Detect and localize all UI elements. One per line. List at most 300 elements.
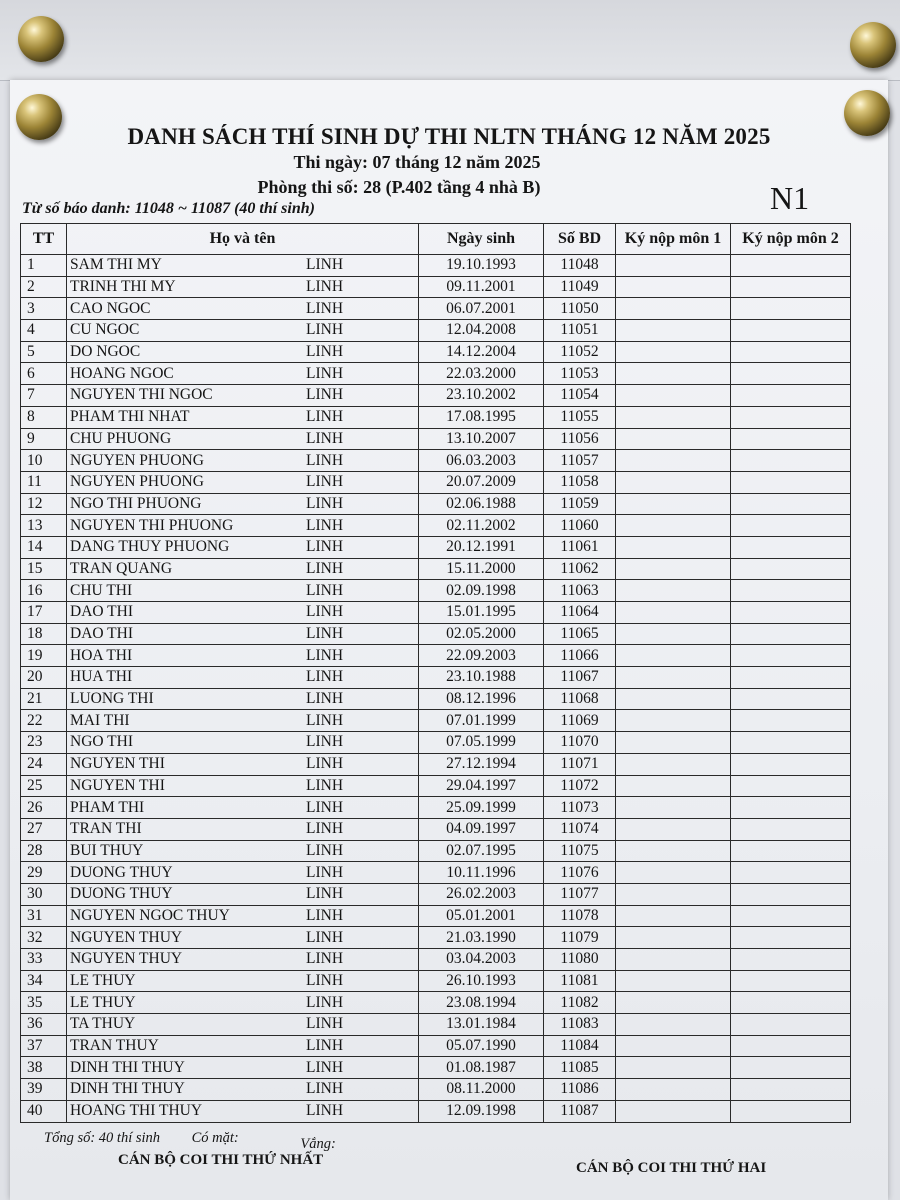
sign-cell-1[interactable] [616,862,731,884]
date-of-birth: 26.10.1993 [419,970,544,992]
first-proctor-signature: CÁN BỘ COI THI THỨ NHẤT [118,1152,324,1168]
date-of-birth: 22.09.2003 [419,645,544,667]
date-of-birth: 06.07.2001 [419,298,544,320]
row-number: 15 [21,558,67,580]
row-number: 12 [21,493,67,515]
sign-cell-2[interactable] [731,298,851,320]
sign-cell-1[interactable] [616,797,731,819]
date-of-birth: 06.03.2003 [419,450,544,472]
candidate-number: 11050 [544,298,616,320]
sign-cell-1[interactable] [616,580,731,602]
sign-cell-1[interactable] [616,298,731,320]
candidate-name [67,602,419,624]
row-number: 33 [21,949,67,971]
candidate-name [67,580,419,602]
sign-cell-1[interactable] [616,949,731,971]
candidate-table [20,223,851,1123]
sign-cell-2[interactable] [731,818,851,840]
table-row [21,710,851,732]
candidate-last-name: NGUYEN THI [70,755,165,773]
row-number: 36 [21,1014,67,1036]
date-of-birth: 09.11.2001 [419,276,544,298]
candidate-first-name: LINH [306,1080,344,1098]
candidate-first-name: LINH [306,429,344,447]
candidate-last-name: HOANG NGOC [70,364,174,382]
row-number: 19 [21,645,67,667]
candidate-number: 11070 [544,732,616,754]
candidate-last-name: TRINH THI MY [70,278,176,296]
date-of-birth: 13.10.2007 [419,428,544,450]
candidate-first-name: LINH [306,494,344,512]
sign-cell-1[interactable] [616,558,731,580]
sign-cell-2[interactable] [731,580,851,602]
sign-cell-2[interactable] [731,493,851,515]
table-row [21,840,851,862]
sign-cell-1[interactable] [616,493,731,515]
column-header-sbd: Số BD [544,224,616,255]
table-row [21,775,851,797]
candidate-first-name: LINH [306,408,344,426]
table-row [21,927,851,949]
sign-cell-2[interactable] [731,840,851,862]
sign-cell-2[interactable] [731,450,851,472]
date-of-birth: 19.10.1993 [419,255,544,277]
candidate-number: 11052 [544,341,616,363]
sign-cell-2[interactable] [731,992,851,1014]
sign-cell-1[interactable] [616,450,731,472]
table-row [21,753,851,775]
table-row [21,1057,851,1079]
candidate-first-name: LINH [306,473,344,491]
date-of-birth: 07.05.1999 [419,732,544,754]
candidate-last-name: MAI THI [70,711,130,729]
candidate-last-name: DINH THI THUY [70,1080,185,1098]
candidate-number: 11055 [544,406,616,428]
candidate-first-name: LINH [306,1037,344,1055]
candidate-last-name: SAM THI MY [70,256,162,274]
candidate-first-name: LINH [306,451,344,469]
candidate-name [67,992,419,1014]
sign-cell-1[interactable] [616,341,731,363]
candidate-first-name: LINH [306,559,344,577]
second-proctor-signature: CÁN BỘ COI THI THỨ HAI [576,1160,767,1176]
sign-cell-2[interactable] [731,536,851,558]
column-header-sign-1: Ký nộp môn 1 [616,224,731,255]
sign-cell-1[interactable] [616,602,731,624]
table-row [21,276,851,298]
candidate-number: 11067 [544,667,616,689]
candidate-number: 11065 [544,623,616,645]
candidate-first-name: LINH [306,906,344,924]
sign-cell-1[interactable] [616,905,731,927]
row-number: 6 [21,363,67,385]
sign-cell-2[interactable] [731,797,851,819]
row-number: 18 [21,623,67,645]
row-number: 10 [21,450,67,472]
row-number: 1 [21,255,67,277]
sign-cell-1[interactable] [616,363,731,385]
sign-cell-2[interactable] [731,883,851,905]
candidate-number: 11072 [544,775,616,797]
candidate-number: 11083 [544,1014,616,1036]
candidate-name [67,385,419,407]
candidate-name [67,493,419,515]
sign-cell-2[interactable] [731,1035,851,1057]
candidate-last-name: HUA THI [70,668,133,686]
candidate-name [67,320,419,342]
table-row [21,688,851,710]
date-of-birth: 25.09.1999 [419,797,544,819]
table-row [21,602,851,624]
sign-cell-1[interactable] [616,515,731,537]
room-code: N1 [770,180,810,216]
candidate-first-name: LINH [306,863,344,881]
table-row [21,645,851,667]
candidate-last-name: TRAN THUY [70,1037,159,1055]
sign-cell-2[interactable] [731,905,851,927]
candidate-number: 11073 [544,797,616,819]
candidate-last-name: CHU PHUONG [70,429,172,447]
thumbtack-icon [850,22,896,68]
row-number: 22 [21,710,67,732]
row-number: 14 [21,536,67,558]
candidate-name [67,341,419,363]
candidate-first-name: LINH [306,364,344,382]
table-row [21,515,851,537]
candidate-number: 11075 [544,840,616,862]
date-of-birth: 20.12.1991 [419,536,544,558]
candidate-name [67,797,419,819]
sign-cell-1[interactable] [616,667,731,689]
candidate-name [67,471,419,493]
candidate-number: 11048 [544,255,616,277]
sign-cell-2[interactable] [731,1014,851,1036]
row-number: 27 [21,818,67,840]
sign-cell-2[interactable] [731,428,851,450]
column-header-name: Họ và tên [67,224,419,255]
candidate-first-name: LINH [306,1015,344,1033]
row-number: 24 [21,753,67,775]
candidate-name [67,515,419,537]
date-of-birth: 05.01.2001 [419,905,544,927]
date-of-birth: 05.07.1990 [419,1035,544,1057]
sign-cell-2[interactable] [731,515,851,537]
candidate-first-name: LINH [306,1102,344,1120]
sign-cell-1[interactable] [616,385,731,407]
candidate-first-name: LINH [306,820,344,838]
sign-cell-2[interactable] [731,385,851,407]
table-row [21,818,851,840]
sign-cell-2[interactable] [731,276,851,298]
candidate-number: 11079 [544,927,616,949]
sign-cell-1[interactable] [616,1035,731,1057]
candidate-number: 11059 [544,493,616,515]
sign-cell-1[interactable] [616,1100,731,1122]
sign-cell-1[interactable] [616,1014,731,1036]
sign-cell-1[interactable] [616,406,731,428]
thumbtack-icon [18,16,64,62]
candidate-first-name: LINH [306,928,344,946]
row-number: 11 [21,471,67,493]
candidate-number: 11064 [544,602,616,624]
sign-cell-2[interactable] [731,949,851,971]
table-row [21,341,851,363]
table-row [21,1014,851,1036]
row-number: 34 [21,970,67,992]
sign-cell-2[interactable] [731,471,851,493]
candidate-number: 11066 [544,645,616,667]
candidate-name [67,862,419,884]
sign-cell-1[interactable] [616,428,731,450]
total-count: Tổng số: 40 thí sinh [44,1130,161,1146]
sign-cell-2[interactable] [731,710,851,732]
sign-cell-2[interactable] [731,667,851,689]
candidate-name [67,363,419,385]
sign-cell-2[interactable] [731,558,851,580]
sign-cell-2[interactable] [731,732,851,754]
candidate-first-name: LINH [306,386,344,404]
candidate-number: 11069 [544,710,616,732]
table-row [21,536,851,558]
candidate-name [67,1057,419,1079]
candidate-number: 11071 [544,753,616,775]
candidate-first-name: LINH [306,516,344,534]
sign-cell-1[interactable] [616,840,731,862]
candidate-name [67,623,419,645]
candidate-first-name: LINH [306,841,344,859]
date-of-birth: 08.11.2000 [419,1079,544,1101]
date-of-birth: 02.09.1998 [419,580,544,602]
candidate-last-name: CHU THI [70,581,133,599]
table-row [21,406,851,428]
candidate-last-name: NGUYEN PHUONG [70,473,204,491]
candidate-first-name: LINH [306,343,344,361]
sign-cell-2[interactable] [731,320,851,342]
date-of-birth: 12.09.1998 [419,1100,544,1122]
row-number: 5 [21,341,67,363]
sign-cell-2[interactable] [731,1057,851,1079]
sign-cell-2[interactable] [731,688,851,710]
table-row [21,623,851,645]
candidate-name [67,276,419,298]
date-of-birth: 02.05.2000 [419,623,544,645]
date-of-birth: 13.01.1984 [419,1014,544,1036]
candidate-first-name: LINH [306,776,344,794]
candidate-number: 11063 [544,580,616,602]
sign-cell-2[interactable] [731,1100,851,1122]
date-of-birth: 03.04.2003 [419,949,544,971]
sign-cell-1[interactable] [616,645,731,667]
candidate-number: 11053 [544,363,616,385]
candidate-name [67,667,419,689]
sign-cell-1[interactable] [616,992,731,1014]
sign-cell-2[interactable] [731,255,851,277]
table-row [21,580,851,602]
table-row [21,1100,851,1122]
candidate-first-name: LINH [306,972,344,990]
table-row [21,905,851,927]
row-number: 21 [21,688,67,710]
sign-cell-2[interactable] [731,341,851,363]
date-of-birth: 26.02.2003 [419,883,544,905]
table-row [21,992,851,1014]
candidate-name [67,905,419,927]
candidate-first-name: LINH [306,299,344,317]
row-number: 28 [21,840,67,862]
table-row [21,298,851,320]
sign-cell-1[interactable] [616,883,731,905]
candidate-last-name: NGUYEN PHUONG [70,451,204,469]
sign-cell-1[interactable] [616,320,731,342]
sign-cell-1[interactable] [616,1079,731,1101]
candidate-last-name: NGUYEN NGOC THUY [70,906,230,924]
row-number: 17 [21,602,67,624]
row-number: 23 [21,732,67,754]
row-number: 16 [21,580,67,602]
date-of-birth: 02.07.1995 [419,840,544,862]
row-number: 9 [21,428,67,450]
table-row [21,255,851,277]
sign-cell-1[interactable] [616,623,731,645]
date-of-birth: 02.11.2002 [419,515,544,537]
candidate-number: 11049 [544,276,616,298]
candidate-name [67,645,419,667]
sign-cell-2[interactable] [731,775,851,797]
candidate-name [67,1079,419,1101]
table-row [21,1079,851,1101]
column-header-dob: Ngày sinh [419,224,544,255]
candidate-name [67,298,419,320]
sign-cell-1[interactable] [616,471,731,493]
table-row [21,732,851,754]
sign-cell-1[interactable] [616,276,731,298]
sign-cell-2[interactable] [731,970,851,992]
candidate-number-range: Từ số báo danh: 11048 ~ 11087 (40 thí sinh) [22,200,315,217]
candidate-last-name: CU NGOC [70,321,140,339]
candidate-last-name: LE THUY [70,972,136,990]
exam-list-sheet [10,80,888,1200]
candidate-name [67,710,419,732]
candidate-last-name: NGUYEN THI NGOC [70,386,213,404]
candidate-last-name: DUONG THUY [70,885,173,903]
sign-cell-1[interactable] [616,688,731,710]
candidate-last-name: DAO THI [70,625,133,643]
table-row [21,667,851,689]
candidate-number: 11087 [544,1100,616,1122]
row-number: 29 [21,862,67,884]
date-of-birth: 21.03.1990 [419,927,544,949]
candidate-name [67,883,419,905]
date-of-birth: 23.08.1994 [419,992,544,1014]
date-of-birth: 14.12.2004 [419,341,544,363]
sign-cell-1[interactable] [616,732,731,754]
date-of-birth: 07.01.1999 [419,710,544,732]
candidate-last-name: DAO THI [70,603,133,621]
column-header-sign-2: Ký nộp môn 2 [731,224,851,255]
sign-cell-2[interactable] [731,862,851,884]
date-of-birth: 08.12.1996 [419,688,544,710]
candidate-last-name: TRAN QUANG [70,559,173,577]
table-row [21,450,851,472]
date-of-birth: 27.12.1994 [419,753,544,775]
candidate-last-name: NGUYEN THUY [70,928,183,946]
candidate-name [67,753,419,775]
candidate-first-name: LINH [306,950,344,968]
date-of-birth: 15.01.1995 [419,602,544,624]
candidate-first-name: LINH [306,690,344,708]
row-number: 20 [21,667,67,689]
column-header-tt: TT [21,224,67,255]
table-row [21,883,851,905]
row-number: 26 [21,797,67,819]
candidate-name [67,1014,419,1036]
candidate-number: 11082 [544,992,616,1014]
candidate-number: 11062 [544,558,616,580]
candidate-first-name: LINH [306,603,344,621]
candidate-last-name: DUONG THUY [70,863,173,881]
candidate-last-name: PHAM THI NHAT [70,408,190,426]
row-number: 25 [21,775,67,797]
candidate-name [67,818,419,840]
candidate-last-name: TA THUY [70,1015,136,1033]
row-number: 3 [21,298,67,320]
date-of-birth: 04.09.1997 [419,818,544,840]
candidate-last-name: CAO NGOC [70,299,151,317]
sign-cell-2[interactable] [731,406,851,428]
sign-cell-2[interactable] [731,753,851,775]
candidate-name [67,406,419,428]
date-of-birth: 01.08.1987 [419,1057,544,1079]
table-row [21,1035,851,1057]
row-number: 30 [21,883,67,905]
sign-cell-1[interactable] [616,970,731,992]
candidate-last-name: TRAN THI [70,820,142,838]
candidate-name [67,450,419,472]
candidate-number: 11054 [544,385,616,407]
sign-cell-2[interactable] [731,1079,851,1101]
sign-cell-2[interactable] [731,363,851,385]
sign-cell-2[interactable] [731,623,851,645]
candidate-number: 11076 [544,862,616,884]
sign-cell-1[interactable] [616,753,731,775]
candidate-name [67,1035,419,1057]
sign-cell-2[interactable] [731,927,851,949]
sign-cell-1[interactable] [616,536,731,558]
candidate-number: 11084 [544,1035,616,1057]
candidate-first-name: LINH [306,1058,344,1076]
candidate-first-name: LINH [306,581,344,599]
candidate-name [67,840,419,862]
sign-cell-1[interactable] [616,927,731,949]
candidate-name [67,927,419,949]
candidate-last-name: HOANG THI THUY [70,1102,203,1120]
table-row [21,320,851,342]
table-row [21,363,851,385]
table-row [21,797,851,819]
candidate-first-name: LINH [306,668,344,686]
sign-cell-1[interactable] [616,1057,731,1079]
candidate-last-name: DO NGOC [70,343,141,361]
sign-cell-1[interactable] [616,775,731,797]
candidate-name [67,255,419,277]
sign-cell-2[interactable] [731,602,851,624]
sign-cell-2[interactable] [731,645,851,667]
sign-cell-1[interactable] [616,710,731,732]
candidate-number: 11058 [544,471,616,493]
sign-cell-1[interactable] [616,255,731,277]
sign-cell-1[interactable] [616,818,731,840]
row-number: 2 [21,276,67,298]
